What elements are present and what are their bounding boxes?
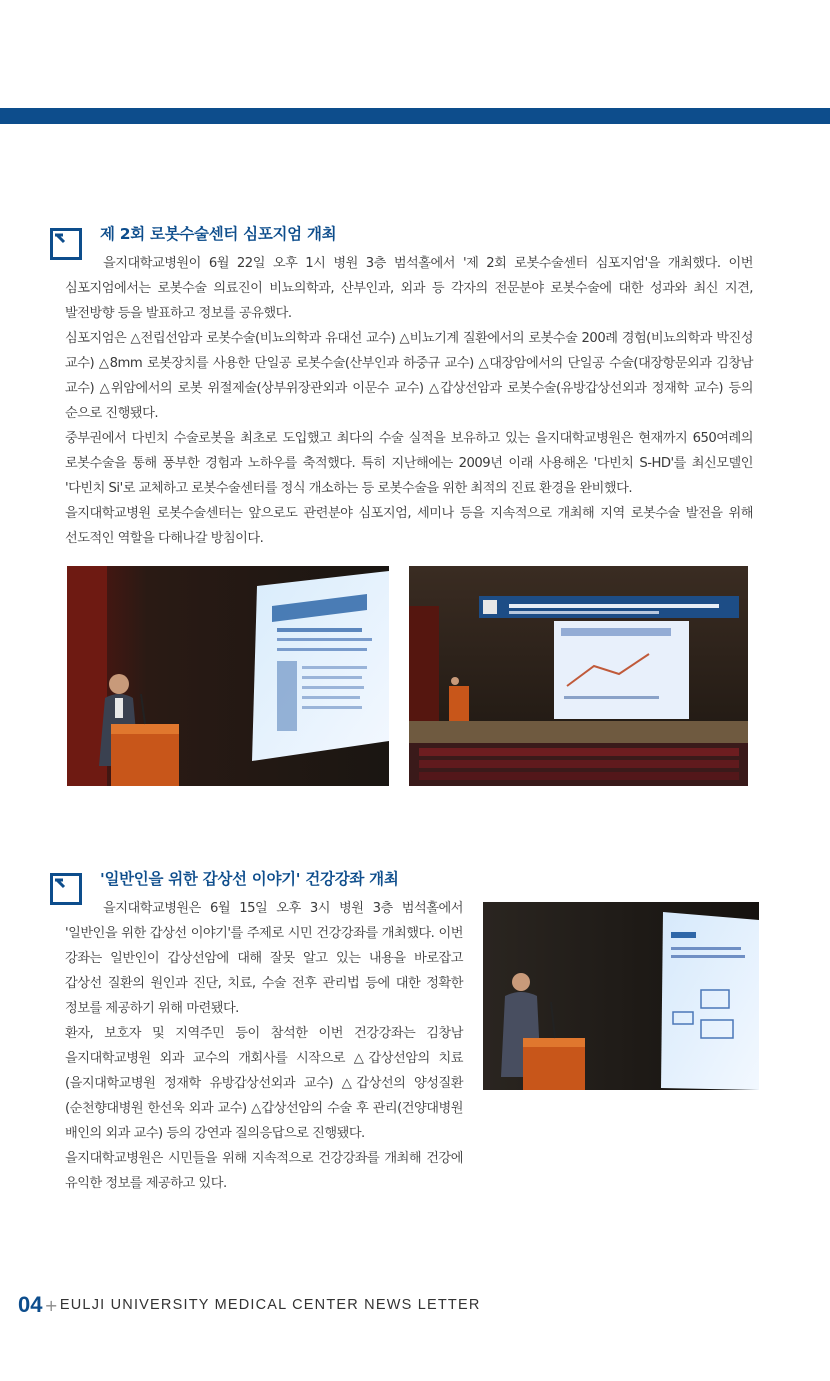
section-title-symposium: 제 2회 로봇수술센터 심포지엄 개최 <box>100 225 337 243</box>
paragraph: 심포지엄은 △전립선암과 로봇수술(비뇨의학과 유대선 교수) △비뇨기계 질환에서의 로봇수술 200례 경험(비뇨의학과 박진성 교수) △8mm 로봇장치를 사용한 단일공 로봇수술(산부인과 하중규 교수) △대장암에서의 단일공 수술(대장항문외과 김창남 교수) △위암에서의 로봇 위절제술(상부위장관외과 이문수 교수) △갑상선암과 로봇수술(유방갑상선외과 정재학 교수) 등의 순으로 진행됐다. <box>65 331 753 421</box>
article-body-thyroid-lecture <box>65 896 463 1196</box>
footer-plus-icon: + <box>44 1295 58 1315</box>
paragraph: 을지대학교병원은 시민들을 위해 지속적으로 건강강좌를 개최해 건강에 유익한 정보를 제공하고 있다. <box>65 1151 463 1191</box>
paragraph: 을지대학교병원은 6월 15일 오후 3시 병원 3층 범석홀에서 '일반인을 위한 갑상선 이야기'를 주제로 시민 건강강좌를 개최했다. 이번 강좌는 일반인이 갑상선암에 대해 잘못 알고 있는 내용을 바로잡고 갑상선 질환의 원인과 진단, 치료, 수술 전후 관리법 등에 대한 정확한 정보를 제공하기 위해 마련됐다. <box>65 901 463 1016</box>
paragraph: 환자, 보호자 및 지역주민 등이 참석한 이번 건강강좌는 김창남 을지대학교병원 외과 교수의 개회사를 시작으로 △갑상선암의 치료(을지대학교병원 정재학 유방갑상선외과 교수) △갑상선의 양성질환(순천향대병원 한선욱 외과 교수) △갑상선암의 수술 후 관리(건양대병원 배인의 외과 교수) 등의 강연과 질의응답으로 진행됐다. <box>65 1026 463 1141</box>
symposium-auditorium-photo <box>409 566 748 786</box>
paragraph: 을지대학교병원 로봇수술센터는 앞으로도 관련분야 심포지엄, 세미나 등을 지속적으로 개최해 지역 로봇수술 발전을 위해 선도적인 역할을 다해나갈 방침이다. <box>65 506 753 546</box>
page-footer <box>18 1292 481 1322</box>
lecture-speaker-illustration <box>483 902 759 1090</box>
article-body-symposium <box>65 251 753 551</box>
symposium-speaker-photo <box>67 566 389 786</box>
newsletter-title: EULJI UNIVERSITY MEDICAL CENTER NEWS LETTER <box>59 1297 481 1313</box>
paragraph: 중부권에서 다빈치 수술로봇을 최초로 도입했고 최다의 수술 실적을 보유하고 있는 을지대학교병원은 현재까지 650여례의 로봇수술을 통해 풍부한 경험과 노하우를 축적했다. 특히 지난해에는 2009년 이래 사용해온 '다빈치 S-HD'를 최신모델인 '다빈치 Si'로 교체하고 로봇수술센터를 정식 개소하는 등 로봇수술을 위한 최적의 진료 환경을 완비했다. <box>65 431 753 496</box>
symposium-speaker-illustration <box>67 566 389 786</box>
paragraph: 을지대학교병원이 6월 22일 오후 1시 병원 3층 범석홀에서 '제 2회 로봇수술센터 심포지엄'을 개최했다. 이번 심포지엄에서는 로봇수술 의료진이 비뇨의학과, 산부인과, 외과 등 각자의 전문분야 로봇수술에 대한 성과와 최신 지견, 발전방향 등을 발표하고 정보를 공유했다. <box>65 256 753 321</box>
lecture-speaker-photo <box>483 902 759 1090</box>
header-band <box>0 108 830 124</box>
symposium-auditorium-illustration <box>409 566 748 786</box>
section-title-thyroid-lecture: '일반인을 위한 갑상선 이야기' 건강강좌 개최 <box>100 870 399 888</box>
page-number: 04 <box>18 1292 43 1317</box>
